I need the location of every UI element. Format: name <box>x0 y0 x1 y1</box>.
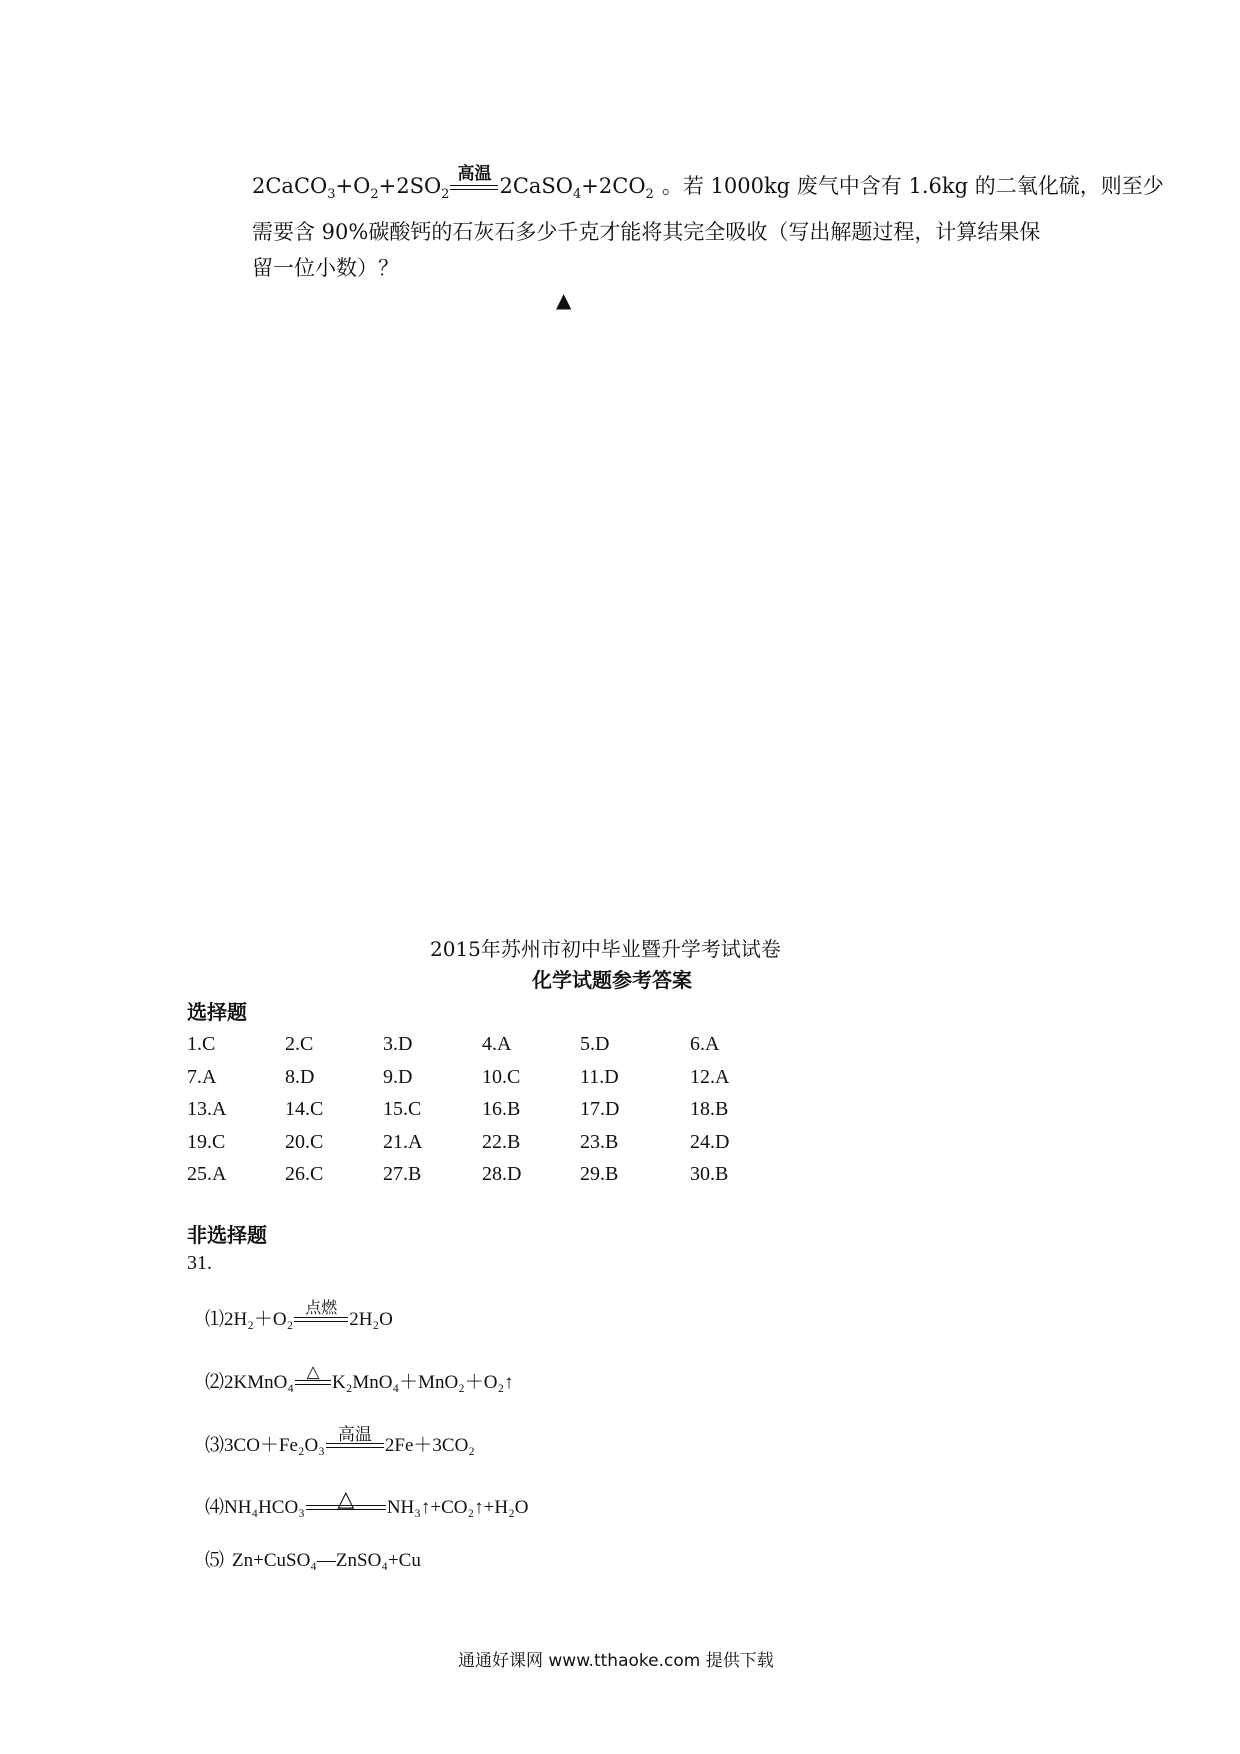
mc-answer: 22.B <box>482 1130 521 1153</box>
answer-key-subtitle: 化学试题参考答案 <box>532 968 692 992</box>
eq3 <box>205 1425 475 1457</box>
page-footer: 通通好课网 www.tthaoke.com 提供下载 <box>458 1651 774 1671</box>
mc-answer: 10.C <box>482 1065 521 1088</box>
eq4-cond-label: △ <box>337 1486 355 1511</box>
mc-answer: 20.C <box>285 1130 324 1153</box>
condition-label: 高温 <box>457 164 492 184</box>
eq2-condition <box>295 1362 331 1394</box>
reaction-condition <box>450 164 498 197</box>
mc-answer: 8.D <box>285 1065 315 1088</box>
eq-plus2-sub: 2 <box>441 187 450 202</box>
nonmc-heading: 非选择题 <box>187 1223 267 1247</box>
eq1-num: ⑴ <box>205 1309 225 1330</box>
mc-answer: 4.A <box>482 1033 512 1055</box>
eq1-cond-label: 点燃 <box>305 1300 338 1317</box>
mc-answer: 1.C <box>187 1033 216 1055</box>
mc-answer: 13.A <box>187 1098 227 1120</box>
eq-plus1-sub: 2 <box>370 187 379 202</box>
eq4-num: ⑷ <box>205 1497 225 1518</box>
eq-left: 2CaCO <box>252 174 328 198</box>
question-line-2: 需要含 90%碳酸钙的石灰石多少千克才能将其完全吸收（写出解题过程，计算结果保 <box>252 220 1041 244</box>
mc-answer: 15.C <box>383 1098 422 1120</box>
answer-key-title: 2015年苏州市初中毕业暨升学考试试卷 <box>430 937 781 961</box>
eq1-condition <box>294 1300 348 1331</box>
mc-answer: 14.C <box>285 1098 324 1120</box>
eq1-left: 2H₂＋O₂ <box>224 1309 294 1330</box>
mc-answer: 27.B <box>383 1163 422 1185</box>
answer-marker: ▲ <box>556 288 572 312</box>
mc-answer: 26.C <box>285 1163 324 1185</box>
mc-answer: 23.B <box>580 1130 619 1153</box>
eq2-right: K₂MnO₄＋MnO₂＋O₂↑ <box>331 1372 514 1393</box>
q31-label: 31. <box>187 1252 212 1274</box>
eq3-cond-label: 高温 <box>337 1425 372 1444</box>
eq3-condition <box>326 1425 384 1457</box>
mc-answer: 12.A <box>690 1065 730 1088</box>
mc-answer: 17.D <box>580 1098 620 1120</box>
eq4-right: NH₃↑+CO₂↑+H₂O <box>386 1497 529 1518</box>
eq-right1-sub: 4 <box>573 187 582 202</box>
eq2-left: 2KMnO₄ <box>224 1372 294 1393</box>
eq5-text: Zn+CuSO₄—ZnSO₄+Cu <box>232 1550 421 1571</box>
eq3-right: 2Fe＋3CO₂ <box>384 1435 475 1456</box>
question-line-3: 留一位小数）？ <box>252 256 399 280</box>
mc-answer: 11.D <box>580 1065 619 1088</box>
mc-answer: 3.D <box>383 1033 413 1055</box>
mc-answer: 21.A <box>383 1130 423 1153</box>
mc-heading: 选择题 <box>187 1000 247 1024</box>
mc-answer: 25.A <box>187 1163 227 1185</box>
eq2-cond-label: △ <box>306 1362 320 1381</box>
mc-answer: 18.B <box>690 1098 729 1120</box>
eq2 <box>205 1362 514 1394</box>
mc-answer: 9.D <box>383 1065 413 1088</box>
eq-right1: 2CaSO <box>499 174 574 198</box>
eq4 <box>205 1486 529 1519</box>
eq1 <box>205 1300 393 1331</box>
mc-answer: 30.B <box>690 1163 729 1185</box>
eq5 <box>205 1545 421 1572</box>
mc-answer: 19.C <box>187 1130 226 1153</box>
question-line-1 <box>252 164 1164 202</box>
mc-answer: 29.B <box>580 1163 619 1185</box>
eq-right2-sub: 2 <box>645 187 654 202</box>
eq1-right: 2H₂O <box>349 1309 393 1330</box>
eq5-num: ⑸ <box>205 1550 225 1571</box>
eq-plus1: +O <box>335 174 371 198</box>
eq-right2: +2CO <box>581 174 646 198</box>
eq2-num: ⑵ <box>205 1372 225 1393</box>
question-line-1-rest: 。若 1000kg 废气中含有 1.6kg 的二氧化硫，则至少 <box>661 174 1164 198</box>
mc-answer: 28.D <box>482 1163 522 1185</box>
eq4-left: NH₄HCO₃ <box>224 1497 305 1518</box>
eq-left-sub: 3 <box>327 187 336 202</box>
mc-answer: 6.A <box>690 1033 720 1055</box>
mc-answer: 2.C <box>285 1033 314 1055</box>
mc-answer: 16.B <box>482 1098 521 1120</box>
mc-answer: 24.D <box>690 1130 730 1153</box>
eq3-left: 3CO＋Fe₂O₃ <box>224 1435 325 1456</box>
mc-answer: 5.D <box>580 1033 610 1055</box>
eq3-num: ⑶ <box>205 1435 225 1456</box>
mc-answer: 7.A <box>187 1065 217 1088</box>
eq4-condition <box>306 1486 386 1519</box>
eq-plus2: +2SO <box>378 174 442 198</box>
